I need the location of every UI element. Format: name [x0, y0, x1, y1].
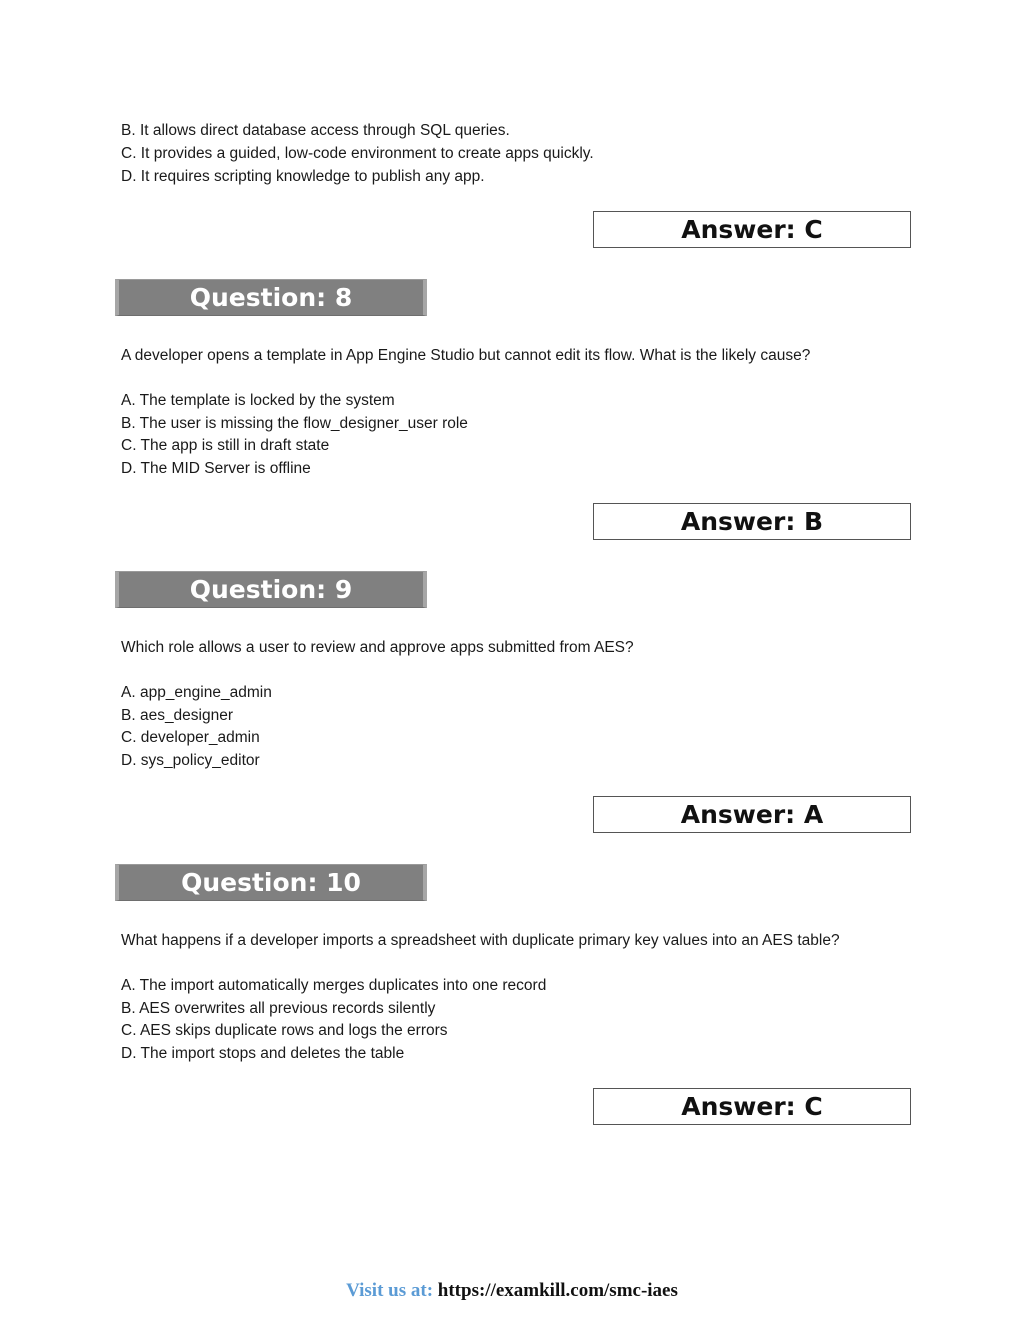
- question-header: Question: 9: [115, 571, 427, 608]
- option-b: B. AES overwrites all previous records silently: [121, 1000, 436, 1017]
- option-b: B. It allows direct database access through SQL queries.: [121, 122, 510, 139]
- footer: [0, 1280, 1024, 1302]
- answer-box: Answer: C: [593, 211, 911, 248]
- option-a: A. The template is locked by the system: [121, 392, 395, 409]
- option-d: D. The import stops and deletes the table: [121, 1045, 405, 1062]
- question-text: A developer opens a template in App Engine Studio but cannot edit its flow. What is the likely cause?: [121, 347, 811, 364]
- option-c: C. AES skips duplicate rows and logs the errors: [121, 1022, 448, 1039]
- option-c: C. The app is still in draft state: [121, 437, 330, 454]
- option-d: D. sys_policy_editor: [121, 752, 260, 769]
- option-c: C. It provides a guided, low-code environment to create apps quickly.: [121, 145, 594, 162]
- option-c: C. developer_admin: [121, 729, 260, 746]
- option-a: A. The import automatically merges duplicates into one record: [121, 977, 547, 994]
- answer-box: Answer: C: [593, 1088, 911, 1125]
- option-d: D. It requires scripting knowledge to publish any app.: [121, 168, 485, 185]
- answer-box: Answer: B: [593, 503, 911, 540]
- option-d: D. The MID Server is offline: [121, 460, 311, 477]
- footer-label: Visit us at:: [346, 1280, 434, 1301]
- question-text: What happens if a developer imports a spreadsheet with duplicate primary key values into an AES table?: [121, 932, 840, 949]
- question-header: Question: 10: [115, 864, 427, 901]
- footer-link[interactable]: https://examkill.com/smc-iaes: [437, 1280, 678, 1301]
- option-a: A. app_engine_admin: [121, 684, 272, 701]
- option-b: B. The user is missing the flow_designer_user role: [121, 415, 468, 432]
- question-text: Which role allows a user to review and approve apps submitted from AES?: [121, 639, 634, 656]
- question-header: Question: 8: [115, 279, 427, 316]
- option-b: B. aes_designer: [121, 707, 234, 724]
- answer-box: Answer: A: [593, 796, 911, 833]
